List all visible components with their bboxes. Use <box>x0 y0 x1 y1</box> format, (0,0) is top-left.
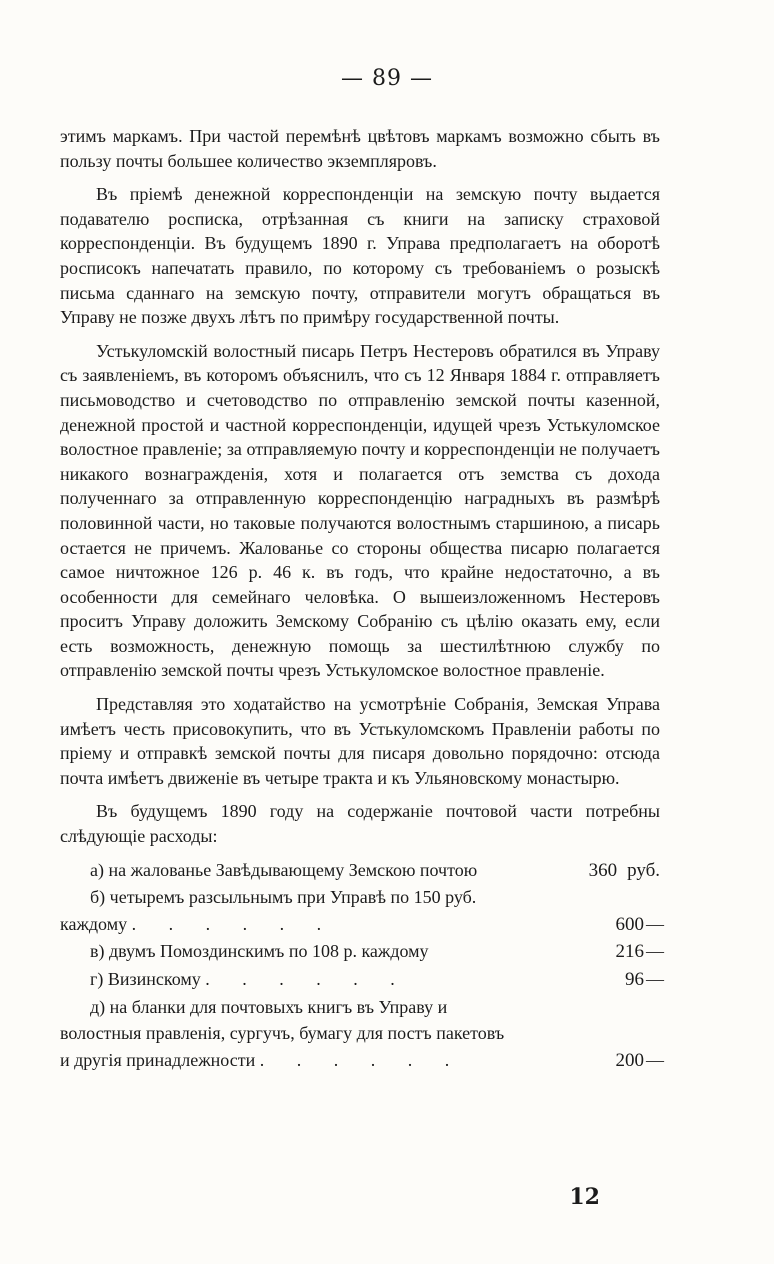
leader-dots: . . . . . . <box>131 913 336 934</box>
expense-label-wrap <box>60 1048 606 1073</box>
document-body <box>60 124 664 1075</box>
expense-label: г) Визинскому <box>90 969 201 989</box>
expense-item-d-cont2 <box>60 1048 664 1074</box>
paragraph-3: Устькуломскій волостный писарь Петръ Нестеровъ обратился въ Управу съ заявленіемъ, въ которомъ объяснилъ, что съ 12 Января 1884 г. отправляетъ письмоводство и счетоводство по отправленію земской почты казенной, денежной простой и частной корреспонденціи, идущей чрезъ Устькуломское волостное правленіе; за отправляемую почту и корреспонденціи не получаетъ никакого вознагражденія, хотя и полагается отъ земства съ дохода полученнаго за отправленную корреспонденцію наградныхъ въ размѣрѣ половинной части, но таковые получаются волостнымъ старшиною, а писарь остается не причемъ. Жалованье со стороны общества писарю полагается самое ничтожное 126 р. 46 к. въ годъ, что крайне недостаточно, а въ особенности для семейнаго человѣка. О вышеизложенномъ Нестеровъ проситъ Управу доложить Земскому Собранію съ цѣлію оказать ему, если есть возможность, денежную помощь за шестилѣтнюю службу по отправленію земской почты чрезъ Устькуломское волостное правленіе. <box>60 340 660 681</box>
expense-label: б) четыремъ разсыльнымъ при Управѣ по 150 руб. <box>90 887 477 908</box>
expense-amount: 96 <box>625 969 644 990</box>
expense-item-b-cont <box>60 912 664 938</box>
expense-label: а) на жалованье Завѣдывающему Земскою почтою <box>90 859 478 880</box>
expense-label: волостныя правленія, сургучъ, бумагу для постъ пакетовъ <box>60 1023 505 1044</box>
leader-dots: . . . . . . <box>259 1049 464 1070</box>
expense-item-a <box>60 858 660 884</box>
expense-cont-text: каждому <box>60 913 128 934</box>
expense-dash: — <box>646 969 664 989</box>
expense-dash: — <box>646 913 664 934</box>
expense-label-cont <box>60 912 606 937</box>
expense-amount: 216 <box>615 941 644 963</box>
expense-dash: — <box>646 1049 664 1070</box>
expense-amount: 360 <box>588 859 618 881</box>
paragraph-5: Въ будущемъ 1890 году на содержаніе почтовой части потребны слѣдующіе расходы: <box>60 801 660 847</box>
expense-item-d-cont <box>60 1021 660 1046</box>
expense-label: в) двумъ Помоздинскимъ по 108 р. каждому <box>90 941 429 962</box>
paragraph-1: этимъ маркамъ. При частой перемѣнѣ цвѣтовъ маркамъ возможно сбыть въ пользу почты большее количество экземпляровъ. <box>60 126 660 171</box>
expense-label: и другія принадлежности <box>60 1049 256 1070</box>
expense-unit: руб. <box>627 859 660 881</box>
expense-amount: 200 <box>615 1049 644 1071</box>
expense-amount: 600 <box>615 913 644 935</box>
expense-list <box>60 858 664 1074</box>
expense-item-d <box>60 995 660 1020</box>
paragraph-4: Представляя это ходатайство на усмотрѣніе Собранія, Земская Управа имѣетъ честь присовокупить, что въ Устькуломскомъ Правленіи работы по пріему и отправкѣ земской почты для писаря довольно порядочно: отсюда почта имѣетъ движеніе въ четыре тракта и къ Ульяновскому монастырю. <box>60 694 660 788</box>
expense-item-b <box>60 885 660 910</box>
signature-mark: 12 <box>569 1184 600 1210</box>
expense-item-v <box>60 939 664 965</box>
expense-label-wrap <box>60 967 615 992</box>
expense-dash: — <box>646 941 664 962</box>
paragraph-2: Въ пріемѣ денежной корреспонденціи на земскую почту выдается подавателю росписка, отрѣзанная съ книги на записку страховой корреспонденціи. Въ будущемъ 1890 г. Управа предполагаетъ на оборотѣ росписокъ напечатать правило, по которому съ требованіемъ о розыскѣ письма сданнаго на земскую почту, отправители могутъ обращаться въ Управу не позже двухъ лѣтъ по примѣру государственной почты. <box>60 184 660 328</box>
page-number: — 89 — <box>341 66 433 91</box>
expense-label: д) на бланки для почтовыхъ книгъ въ Управу и <box>90 996 448 1017</box>
expense-item-g <box>60 967 664 993</box>
leader-dots: . . . . . . <box>205 969 409 989</box>
